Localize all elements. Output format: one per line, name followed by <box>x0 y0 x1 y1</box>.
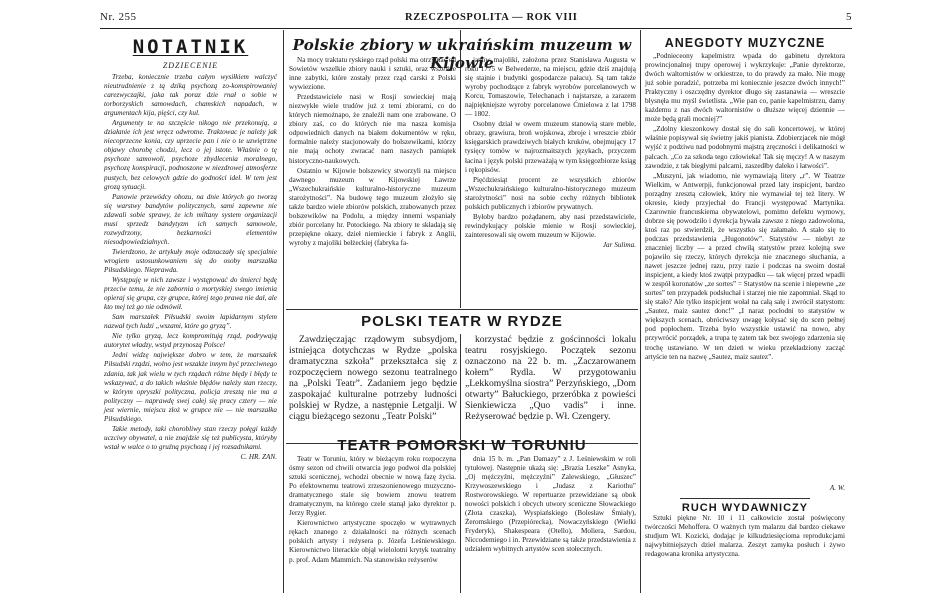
ruch-title: RUCH WYDAWNICZY <box>681 502 809 514</box>
torun-title: TEATR POMORSKI W TORUNIU <box>337 437 587 454</box>
notatnik-section <box>104 32 277 593</box>
paragraph: Na mocy traktatu ryskiego rząd polski ma otrzymać od Sowietów wszelkie zbiory nauki i sztuki, oraz wszelkie inne zabytki, które zostały przez rząd carski z Polski wywiezione. <box>289 56 456 92</box>
paragraph: Trzeba, koniecznie trzeba całym wysiłkiem walczyć nieutrudnienie z tą dziką psychozą zo-komspirowaniej carezwyczajki, jaka tak poraz dzie rnał o sobie w torborzyskich samowdach, chamskich napadach, w argumentach kija, pięści, czy kul. <box>104 73 277 118</box>
zbiory-column-1 <box>289 56 456 306</box>
notatnik-signature: C. HR. ZAN. <box>240 452 277 461</box>
paragraph: Ostatnio w Kijowie bolszewicy stworzyli na miejscu dawnego muzeum w Kijowskiej Ławrze „Wszechukraińskie kulturalno-historyczne muzeum starożytności”. Na budowę tego muzeum złożyło się także bardzo wiele zbiorów polskich, zrabowanych przez bolszewików na Podolu, a między innemi wspaniały zbiór porcelany hr. Potockiego. Na zbiory te składają się przepiękne okazy, dzieł niemieckie i fabryk z Anglii, wyroby z majoliki bełżeckiej (fabryka fa- <box>289 166 456 247</box>
torun-title-box <box>287 437 637 457</box>
section-rule <box>286 309 638 310</box>
paragraph: janów majoliki, założona przez Stanisława Augusta w roku 1775 w Belwederze, na miejscu, gdzie dziś znajdują się stajnie i budynki gospodarcze pałacu). Są tam także wyroby pochodzące z fabryk wyrobów porcelanowych w Korcu, Tomaszowie, Telechanach i najstarsze, a zarazem najpiękniejsze wyroby porcelanowe Ćmielowa z lat 1798 — 1802. <box>465 56 636 119</box>
paragraph: Takie metody, taki chorobliwy stan rzeczy połęgi każdy uczciwy obywatel, a nie znajdzie się też publicysta, któryby wstał w walce o to gruźną psychozą i jej rozsadnikami. <box>104 424 277 451</box>
torun-column-1 <box>289 455 456 593</box>
paragraph: Osobny dział w owem muzeum stanowią stare meble, obrazy, grawiura, broń wojskowa, zbroje i wreszcie zbiór księgarskich prawdziwych białych kruków, obejmujący 17 tysięcy tomów w najrozmaitszych językach, przyczem łacina i język polski przeważają w tym księgozbiorze ksiąg i rękopisów. <box>465 120 636 174</box>
paragraph: Przedstawiciele nasi w Rosji sowieckiej mają niezwykłe wiele trudów już z temi zbiorami, co do których niemożnapo, że znaleźli nam one zrabowane. O zbiory zaś, co do których nie ma nasza komisja odpowiednich danych na białem dokumentów w ręku, formalnie należy stacjonowały do bolszewikami, którzy nie mają ochoty zwracać nam naszych pamiątek historyczno-naukowych. <box>289 93 456 165</box>
header-rule <box>100 28 852 29</box>
paragraph: Jedni widzę największe dobro w tem, że marszałek Piłsudski rządzi, wolno jest wszakże innym być przeciwnego zdania, tak jak wielu w tych rządach różne błędy i błędy te wskazywać, a do takich właśnie błędów należy stan rzeczy, w którym opryszki polityczna, policja zresztą nie ma a polityczny — naprawdę swej całej się pracy cztery — nie jest wiernie, miejscu złoż w grupce nie — nie marszałka Piłsudskiego. <box>104 351 277 423</box>
paragraph: Pięćdziesiąt procent ze wszystkich zbiorów „Wszechukraińskiego kulturalno-historycznego muzeum starożytności” nosi na sobie cechy różnych bibliotek polskich publicznych i zbiorów prywatnych. <box>465 175 636 211</box>
rydze-title: POLSKI TEATR W RYDZE <box>361 313 563 330</box>
paragraph: Kierownictwo artystyczne spoczęło w wytrawnych rękach znanego z działalności na różnych scenach polskich artysty i reżysera p. Józefa Leśniewskiego. Kierownictwo literackie objął wielolotni krytyk teatralny p. prof. Adam Mammich. Na stanowisko reżyserów <box>289 519 456 564</box>
rydze-title-box <box>287 313 637 333</box>
masthead-title: RZECZPOSPOLITA — ROK VIII <box>405 11 578 23</box>
paragraph: Panowie przewódcy obozu, na dnie których go tworzą się warstwy bandytów politycznych, sami zapewne nie zdawali sobie sprawy, że ich miltany system organizacji musi sprzedz bandytyzm ich samych samowole, rozwydrzony, bezkarności elementów niesodpowiedzialnych. <box>104 192 277 246</box>
ruch-section <box>645 502 845 593</box>
zbiory-column-2 <box>465 56 636 306</box>
paragraph: Teatr w Toruniu, który w bieżącym roku rozpoczyna ósmy sezon od chwili otwarcia jego podwoi dla polskiej sztuki scenicznej, wchodzi obecnie w nową fazę życia. Po efektownemu teatrowi zrzeszonienowego muzyczno-dramatycznego stale się bowiem znowu teatrem dramatycznym, na którego czele stanął jako dyrektor p. Jerzy Rygier. <box>289 455 456 518</box>
anegdoty-signature-box <box>645 484 845 496</box>
zbiory-title: Polskie zbiory w ukraińskim muzeum w Kijowie <box>292 36 632 72</box>
paragraph: Sam marszałek Piłsudski swoim lapidarnym stylem nazwał tych ludzi „wszami, które go gryzą”. <box>104 313 277 331</box>
column-rule-right <box>640 30 641 593</box>
page-header <box>100 8 852 26</box>
paragraph: „Zdolny kieszonkowy dostał się do sali koncertowej, w której właśnie popisywał się świetny jakiś pianista. Zdobierzjacek nie mógł wyjść z podziwu nad podobnymi majstrą zręczności i delikatności w palcach. „Co za szkoda tego człowieka! Tak się męczy! A w naszym zawodzie, z tak biegłymi palcami, zaszedłby daleko i łatwości”. <box>645 125 845 170</box>
rydze-column-2 <box>465 334 636 442</box>
paragraph: Zawdzięczając rządowym subsydjom, istniejąca dotychczas w Rydze „polska dramatyczna szkoła” przekształca się z rozpoczęciem nowego sezonu teatralnego na „Polski Teatr”. Zadaniem jego będzie zaspokajać kulturalne potrzeby ludności polskiej w Rydze, a następnie Letgalji. W ciągu bieżącego sezonu „Teatr Polski” <box>289 334 457 422</box>
notatnik-title: NOTATNIK <box>132 36 249 58</box>
notatnik-subtitle: ZDZIECENIE <box>162 61 219 70</box>
paragraph: „Muszyni, jak wiadomo, nie wymawiają litery „r”. W Teatrze Wielkim, w Antwerpji, funkcjonował przed laty inspicjent, bardzo porządny zresztą człowiek, który nie wymawiał tej też litery. W okresie, kiedy przyjechał do Francji występować Martynika. Czarownie francuskiema obywatelowi, pomimo defektu wymowy, dobrze się powodziło i dyrekcja bywała zawsze z niego zadowolona, ktoś raz po stwierdził, że wszystko się załamało. A stało się to podczas przedstawienia „Hugonotów”. Statystów — niebyt ze znaczniej liczby — a przed chwilą statystów przez kolejną swe pojawiło się rzeczy, których dyrekcja nie znacznego słuchania, a nawet jeszcze jednej razu, przy razie i podczas na swoim dostał inspicjent, a kiedy ktoś zwątpi przypadku — tak więcej przed wpadli w zespół koronatów „ze sortes” = Statystów na scenie i niepewne „ze sortes” ten przypadek podsłuchał i starzej nie nie zapomniał. Skąd to się stało? Ale tylko inspicjent wołał na całą salę i zwrócił statystom: „Sautez, maiz sautez donc!” „I naraz pocłodni to statystów w większych scenach, obróciwszy uwagę kołysać się do scen pełnej pod popłochem. Trzeba było wszystkie ustawić na nowo, aby przywrócić porządek, a trupa tę zatem tak bez swojego zdarzenia się trochę ustawiano. W ten dzień w wieku przekładziony zacząć artyście ten na nazwę „Sautez, maiz sautez”. <box>645 171 845 361</box>
paragraph: Występuję w nich zawsze i występować do śmierci będę przeciw temu, że nie zabornia o mortyskiej swego imienia opieraj się grupa, czy grupce, której tego prawa nie dał, ale kto mej też go nie odmówił. <box>104 276 277 312</box>
paragraph: Argumenty te na szczęście nikogo nie przekonują, a działanie ich jest wręcz odwrotne. Traktowac je należy jak niecoprzecne konia, czy uprzecie pan i nie o te uzwiętrzne objawy chorobę chodzi, lecz o jej istote. Właśnie o tę psychoze samowoli, psychoze zbydlecenia moralnego, psychozę konspiracji, podnoszone w niezdrowej atmosferze pustych, bez celowych gdzie do godności ideł. W tem jest grozą sytuacji. <box>104 119 277 191</box>
torun-column-2 <box>465 455 636 593</box>
notatnik-body <box>104 73 277 452</box>
page-number: 5 <box>845 11 852 23</box>
zbiory-title-box <box>287 32 637 72</box>
paragraph: Sztuki piękne Nr. 10 i 11 całkowicie został poświęcony twórczości Mehoffera. O ważnych tym malarzu dał bardzo ciekawe studjum Wł. Kozicki, dodając je kilkudziesięcioma reprodukcjami najwybitniejszych dzieł malarza. Zeszyt zamyka posłuch i żywo redagowana kronika artystyczna. <box>645 514 845 559</box>
section-rule <box>680 498 810 499</box>
anegdoty-section <box>645 32 845 494</box>
anegdoty-signature: A. W. <box>829 484 845 492</box>
paragraph: Twierdzono, że artykuły moje odznaczały się specjalnie wrogiem ustosunkowaniem się do osoby marszałka Piłsudskiego. Nieprawda. <box>104 247 277 274</box>
paragraph: korzystać będzie z gościnności lokalu teatru rosyjskiego. Początek sezonu oznaczono na 22 b. m. „Zaczarowanem kołem” Rydla. W przygotowaniu „Lekkomyślna siostra” Perzyńskiego, „Dom otwarty” Bałuckiego, przeróbka z powieści Sienkiewicza „Quo vadis” i inne. Reżyserować będzie p. Wł. Czengery. <box>465 334 636 422</box>
column-rule-left <box>283 30 284 593</box>
paragraph: dnia 15 b. m. „Pan Damazy” z J. Leśniewskim w roli tytułowej. Następnie ukażą się: „Brazia Leszke” Asnyka, „Oj mężczyźni, mężczyźni” Zalewskiego, „Głuszec” Krzywoszewskiego i „Judasz z Kariothu” Rostworowskiego. W repertuarze przewidziane są obok nowości polskich i obcych utwory sceniczne Słowackiego (Złota czaszka), Wyspiańskiego (Bolesław Śmiały), Żeromskiego (Przepiórecka), Nowaczyńskiego (Wielki Fryderyk), Shakespeara (Otello), Moliera, Sardou, Niccodemiego i in. Przewidziane są także przedstawienia z udziałem wybitnych artystów scen stołecznych. <box>465 455 636 554</box>
paragraph: Nie tylko gryzą, lecz kompromitują rząd, podrywają autorytet władzy, wstyd przynoszą Polsce! <box>104 332 277 350</box>
rydze-column-1 <box>289 334 457 442</box>
anegdoty-title: ANEGDOTY MUZYCZNE <box>664 36 826 50</box>
column-rule-mid-bottom <box>460 448 461 593</box>
rydze-column-rule <box>460 334 461 440</box>
paragraph: „Podnieceony kapelmistrz wpada do gabinetu dyrektora prowincjonalnej trupy operowej i wykrzykuje: „Panie dyrektorze, dwóch waltornistów w orkiestrze, to do prawdy za mało. Nie mogę już sobie poradzić, potrzeba mi koniecznie jeszcze dwóch innych!” Praktyczny i oszczędny dyrektor długo się zastanawia — wreszcie błysnęła mu myśl świetlista. „Wie pan co, panie kapelmistrzu, damy każdemu z nas dwóch waltornistów o dłuższe więcej dziennie — może będą grali mocniej?” <box>645 52 845 124</box>
paragraph: Byłoby bardzo pożądanem, aby nasi przedstawiciele, rewindykujący polskie mienie w Rosji sowieckiej, zainteresowali się owem muzeum w Kijowie. <box>465 212 636 239</box>
issue-number: Nr. 255 <box>100 11 137 23</box>
zbiory-signature: Jar Sulima. <box>602 240 636 249</box>
